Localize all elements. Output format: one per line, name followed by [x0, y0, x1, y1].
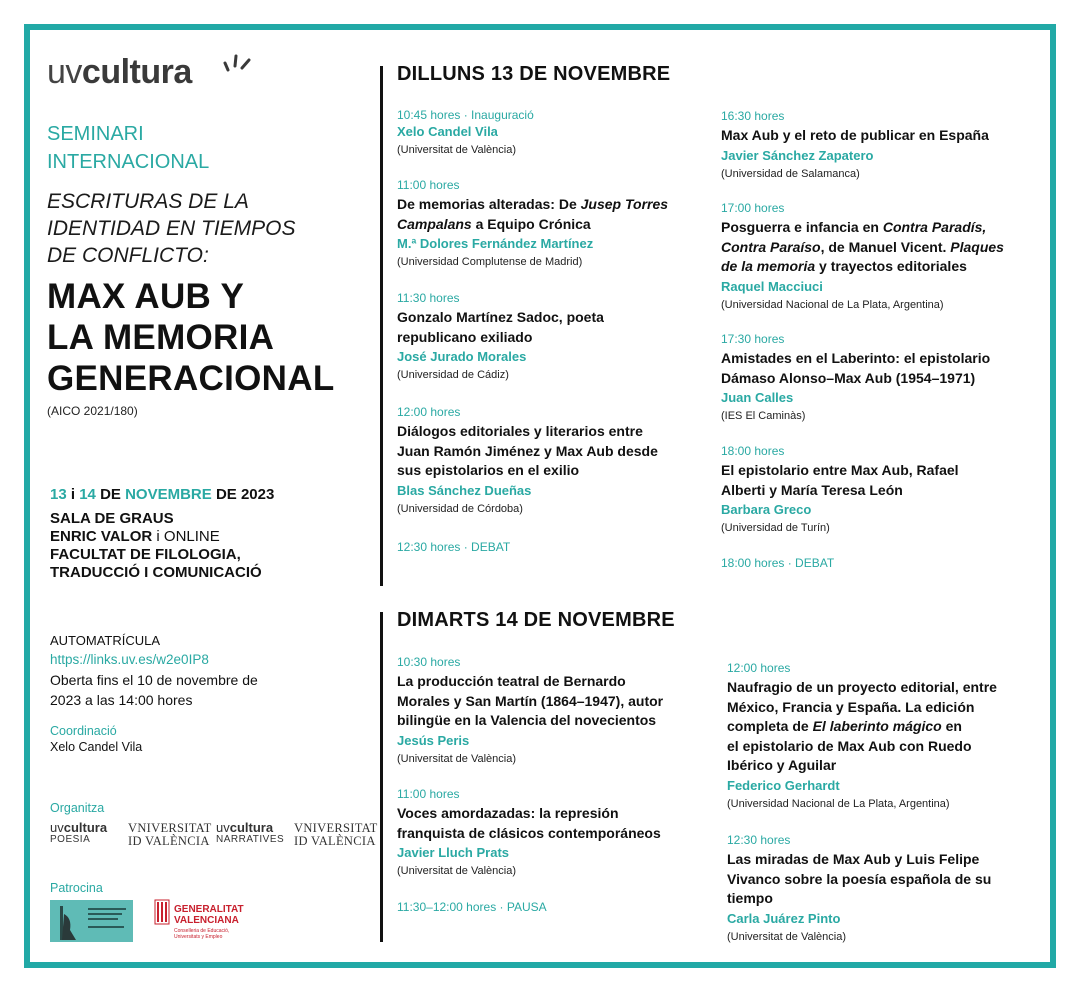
coordination-label: Coordinació	[50, 724, 117, 738]
schedule-item	[721, 200, 1031, 313]
item-speaker: Blas Sánchez Dueñas	[397, 482, 532, 498]
title-part: Morales y San Martín (1864–1947), autor	[397, 692, 664, 709]
gva-line: VALENCIANA	[174, 915, 239, 926]
pause-slot: 11:30–12:00 hores · PAUSA	[397, 900, 547, 914]
seminar-line: INTERNACIONAL	[47, 151, 210, 173]
item-title	[721, 461, 1031, 500]
registration	[50, 632, 350, 710]
title-part: Las miradas de Max Aub y Luis Felipe	[727, 851, 980, 867]
title-part: tiempo	[727, 890, 773, 906]
title-part: Vivanco sobre la poesía española de su	[727, 870, 992, 887]
title-part: El epistolario entre Max Aub, Rafael	[721, 462, 959, 478]
title-part: Juan Ramón Jiménez y Max Aub desde	[397, 442, 658, 459]
item-title	[397, 308, 707, 347]
venue-online: i ONLINE	[156, 528, 220, 545]
item-affiliation: (Universitat de València)	[397, 144, 517, 156]
schedule-item	[397, 786, 707, 879]
item-time: 17:30 hores	[721, 332, 785, 346]
schedule-item	[721, 331, 1031, 424]
date-month: NOVEMBRE	[125, 486, 212, 503]
item-affiliation: (Universitat de València)	[397, 865, 517, 877]
registration-link[interactable]: https://links.uv.es/w2e0IP8	[50, 652, 209, 667]
venue-line: SALA DE GRAUS	[50, 510, 174, 527]
item-affiliation: (Universidad Nacional de La Plata, Argentina)	[727, 797, 950, 810]
debate-slot: 12:30 hores · DEBAT	[397, 540, 511, 554]
logo-rays-icon	[222, 50, 252, 72]
title-part: México, Francia y España. La edición	[727, 698, 975, 715]
item-time: 12:00 hores	[397, 405, 461, 419]
logo-cultura: cultura	[63, 820, 108, 835]
date-day: 14	[79, 486, 96, 503]
item-time: 11:30 hores	[397, 291, 460, 305]
title-part: Contra Paradís,	[882, 219, 987, 235]
item-title	[397, 804, 707, 843]
item-speaker: José Jurado Morales	[397, 349, 527, 364]
logo-uv: uv	[47, 53, 82, 91]
item-title	[721, 218, 1031, 277]
venue-line: TRADUCCIÓ I COMUNICACIÓ	[50, 564, 262, 581]
uvcultura-logo	[47, 53, 192, 92]
title-part: Diálogos editoriales y literarios entre	[397, 423, 643, 439]
organizers	[50, 800, 380, 848]
item-affiliation: (Universidad Nacional de La Plata, Argentina)	[721, 298, 944, 311]
item-title	[727, 678, 1047, 776]
item-title	[397, 422, 707, 481]
item-speaker: Javier Lluch Prats	[397, 845, 509, 860]
seminar-label	[47, 120, 347, 176]
title-part: , de Manuel Vicent.	[820, 238, 951, 255]
schedule-item	[727, 832, 1047, 945]
title-part: La producción teatral de Bernardo	[397, 673, 626, 689]
sponsor-poster-image	[50, 900, 133, 942]
item-speaker: Carla Juárez Pinto	[727, 910, 841, 926]
subtitle-line: ESCRITURAS DE LA	[47, 190, 249, 213]
item-time: 12:30 hores	[727, 833, 791, 847]
item-time: 11:00 hores	[397, 787, 460, 801]
item-speaker: M.ª Dolores Fernández Martínez	[397, 236, 594, 251]
subtitle	[47, 188, 357, 269]
title-part: bilingüe en la Valencia del novecientos	[397, 712, 657, 728]
item-speaker: Raquel Macciuci	[721, 278, 823, 294]
item-speaker: Barbara Greco	[721, 502, 812, 517]
event-dates	[50, 485, 350, 504]
logo-sub: NARRATIVES	[216, 834, 285, 845]
title-part: Ibérico y Aguilar	[727, 757, 837, 773]
item-affiliation: (Universidad de Salamanca)	[721, 167, 860, 180]
item-time: 16:30 hores	[721, 109, 785, 123]
title-part: de la memoria	[721, 258, 816, 274]
item-speaker: Jesús Peris	[397, 732, 470, 748]
title-part: Jusep Torres	[580, 196, 669, 212]
schedule-item	[397, 654, 707, 767]
title-part: Gonzalo Martínez Sadoc, poeta	[397, 309, 604, 325]
venue-line: FACULTAT DE FILOLOGIA,	[50, 546, 241, 563]
title-part: Voces amordazadas: la represión	[397, 805, 619, 821]
title-part: Alberti y María Teresa León	[721, 481, 903, 498]
title-part: a Equipo Crónica	[471, 215, 591, 232]
title-part: franquista de clásicos contemporáneos	[397, 824, 661, 841]
registration-note: 2023 a las 14:00 hores	[50, 692, 193, 708]
item-affiliation: (Universitat de València)	[397, 752, 517, 765]
schedule-item	[727, 660, 1047, 812]
title-part: Amistades en el Laberinto: el epistolario	[721, 350, 991, 366]
item-affiliation: (Universidad de Turín)	[721, 522, 830, 534]
date-de: DE	[215, 486, 237, 503]
title-part: en	[941, 718, 962, 734]
gva-sub: Conselleria de Educació,	[174, 928, 230, 934]
item-speaker: Federico Gerhardt	[727, 777, 840, 793]
title-part: Campalans	[397, 215, 472, 232]
item-title: Max Aub y el reto de publicar en España	[721, 127, 989, 143]
logo-cultura: cultura	[229, 820, 274, 835]
generalitat-logo	[154, 898, 244, 940]
day2-heading: DIMARTS 14 DE NOVEMBRE	[397, 609, 675, 631]
organizers-label: Organitza	[50, 801, 105, 815]
page-title	[47, 276, 367, 399]
item-affiliation: (Universidad de Córdoba)	[397, 502, 523, 515]
schedule-item	[721, 443, 1031, 536]
gva-line: GENERALITAT	[174, 904, 244, 915]
item-affiliation: (Universidad de Cádiz)	[397, 369, 509, 381]
item-time: 10:45 hores · Inauguració	[397, 108, 534, 122]
title-line: MAX AUB Y	[47, 277, 245, 316]
gva-sub: Universitats y Empleo	[174, 934, 223, 940]
item-affiliation: (Universitat de València)	[727, 930, 847, 943]
date-conj: i	[70, 486, 76, 503]
schedule-item	[721, 108, 1031, 182]
title-part: De memorias alteradas: De	[397, 196, 581, 212]
item-title	[397, 195, 707, 234]
registration-title: AUTOMATRÍCULA	[50, 633, 161, 648]
title-part: Contra Paraíso	[721, 238, 821, 255]
day1-divider	[380, 66, 383, 586]
univ-line: VNIVERSITAT	[128, 821, 212, 835]
logo-cultura: cultura	[81, 53, 192, 91]
coordination	[50, 723, 350, 755]
uvcultura-narratives-logo	[216, 822, 284, 846]
project-code: (AICO 2021/180)	[47, 404, 138, 418]
item-time: 12:00 hores	[727, 661, 791, 675]
item-speaker: Javier Sánchez Zapatero	[721, 147, 874, 163]
item-time: 10:30 hores	[397, 655, 461, 669]
day2-divider	[380, 612, 383, 942]
sponsors	[50, 880, 380, 940]
sponsors-label: Patrocina	[50, 881, 103, 895]
item-affiliation: (Universidad Complutense de Madrid)	[397, 256, 583, 268]
registration-note: Oberta fins el 10 de novembre de	[50, 672, 258, 688]
universitat-valencia-logo	[294, 822, 378, 848]
schedule-item	[397, 290, 707, 383]
date-de: DE	[100, 486, 121, 503]
title-part: republicano exiliado	[397, 328, 533, 345]
venue	[50, 510, 350, 582]
logo-uv: uv	[216, 820, 230, 835]
title-part: el epistolario de Max Aub con Ruedo	[727, 737, 972, 754]
universitat-valencia-logo	[128, 822, 212, 848]
schedule-item	[397, 107, 707, 158]
generalitat-shield-icon	[154, 898, 170, 926]
item-time: 17:00 hores	[721, 201, 785, 215]
title-part: completa de	[727, 718, 813, 734]
title-part: y trayectos editoriales	[815, 258, 967, 274]
day1-heading: DILLUNS 13 DE NOVEMBRE	[397, 63, 671, 85]
univ-line: VNIVERSITAT	[294, 821, 378, 835]
title-part: sus epistolarios en el exilio	[397, 462, 580, 478]
title-part: Posguerra e infancia en	[721, 219, 883, 235]
venue-line: ENRIC VALOR	[50, 528, 153, 545]
item-affiliation: (IES El Caminàs)	[721, 410, 806, 422]
date-year: 2023	[240, 486, 275, 503]
seminar-line: SEMINARI	[47, 123, 144, 145]
item-title	[727, 850, 1047, 909]
logo-sub: POESIA	[50, 834, 91, 845]
title-part: Naufragio de un proyecto editorial, entre	[727, 679, 997, 695]
schedule-item	[397, 177, 707, 270]
title-line: LA MEMORIA	[47, 318, 275, 357]
item-speaker: Juan Calles	[721, 390, 794, 405]
schedule-item	[397, 404, 707, 517]
subtitle-line: IDENTIDAD EN TIEMPOS	[47, 217, 296, 240]
debate-slot: 18:00 hores · DEBAT	[721, 556, 835, 570]
title-part: Dámaso Alonso–Max Aub (1954–1971)	[721, 369, 976, 386]
univ-line: ID VALÈNCIA	[128, 834, 210, 848]
item-time: 18:00 hores	[721, 444, 785, 458]
item-title	[397, 672, 707, 731]
date-day: 13	[50, 486, 67, 503]
item-speaker: Xelo Candel Vila	[397, 124, 498, 139]
uvcultura-poesia-logo	[50, 822, 107, 846]
title-part: El laberinto mágico	[812, 718, 942, 734]
title-line: GENERACIONAL	[47, 359, 335, 398]
univ-line: ID VALÈNCIA	[294, 834, 376, 848]
item-time: 11:00 hores	[397, 178, 460, 192]
subtitle-line: DE CONFLICTO:	[47, 244, 209, 267]
item-title	[721, 349, 1031, 388]
coordination-name: Xelo Candel Vila	[50, 740, 143, 754]
title-part: Plaques	[950, 238, 1004, 255]
logo-uv: uv	[50, 820, 64, 835]
